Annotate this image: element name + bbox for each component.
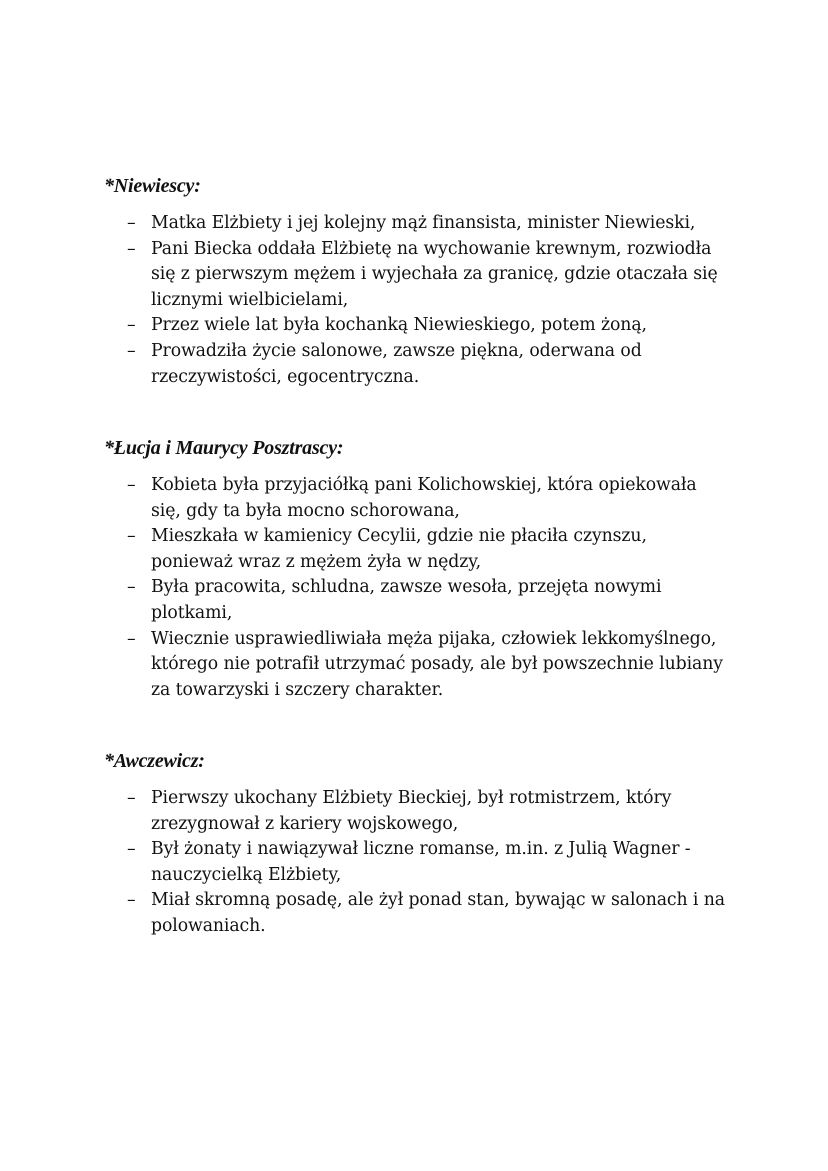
list-item-text: Mieszkała w kamienicy Cecylii, gdzie nie płaciła czynszu, ponieważ wraz z mężem żyła w nędzy, bbox=[151, 526, 647, 572]
dash-bullet-icon: – bbox=[127, 890, 136, 911]
list-item-text: Była pracowita, schludna, zawsze wesoła, przejęta nowymi plotkami, bbox=[151, 577, 662, 623]
section-heading: *Niewiescy: bbox=[104, 175, 201, 197]
section-awczewicz bbox=[104, 748, 744, 940]
list-item bbox=[104, 888, 731, 939]
list-item-text: Miał skromną posadę, ale żył ponad stan, bywając w salonach i na polowaniach. bbox=[151, 890, 725, 936]
list-item-text: Wiecznie usprawiedliwiała męża pijaka, człowiek lekkomyślnego, którego nie potrafił utrzymać posady, ale był powszechnie lubiany za towarzyski i szczery charakter. bbox=[151, 628, 723, 700]
list-item-text: Pani Biecka oddała Elżbietę na wychowanie krewnym, rozwiodła się z pierwszym mężem i wyjechała za granicę, gdzie otaczała się licznymi wielbicielami, bbox=[151, 238, 718, 310]
section-posztrascy bbox=[104, 435, 744, 703]
dash-bullet-icon: – bbox=[127, 577, 136, 598]
list-item bbox=[104, 627, 731, 704]
list-item-text: Matka Elżbiety i jej kolejny mąż finansista, minister Niewieski, bbox=[151, 213, 696, 233]
section-heading: *Awczewicz: bbox=[104, 750, 205, 772]
list-item bbox=[104, 313, 731, 339]
dash-bullet-icon: – bbox=[127, 340, 136, 361]
dash-bullet-icon: – bbox=[127, 238, 136, 259]
list-item bbox=[104, 837, 731, 888]
section-heading: *Łucja i Maurycy Posztrascy: bbox=[104, 437, 344, 459]
list-item bbox=[104, 237, 731, 314]
dash-bullet-icon: – bbox=[127, 526, 136, 547]
list-item-text: Prowadziła życie salonowe, zawsze piękna, oderwana od rzeczywistości, egocentryczna. bbox=[151, 340, 642, 387]
dash-bullet-icon: – bbox=[127, 213, 136, 233]
bullet-list bbox=[104, 473, 744, 703]
section-niewiescy bbox=[104, 173, 744, 390]
list-item bbox=[104, 211, 731, 237]
dash-bullet-icon: – bbox=[127, 628, 136, 649]
list-item bbox=[104, 524, 731, 575]
list-item-text: Kobieta była przyjaciółką pani Kolichowskiej, która opiekowała się, gdy ta była mocno schorowana, bbox=[151, 475, 697, 521]
list-item-text: Pierwszy ukochany Elżbiety Bieckiej, był rotmistrzem, który zrezygnował z kariery wojskowego, bbox=[151, 788, 672, 834]
list-item bbox=[104, 575, 731, 626]
dash-bullet-icon: – bbox=[127, 788, 136, 808]
list-item bbox=[104, 786, 731, 837]
list-item bbox=[104, 473, 731, 524]
list-item-text: Był żonaty i nawiązywał liczne romanse, m.in. z Julią Wagner - nauczycielką Elżbiety, bbox=[151, 839, 691, 885]
list-item bbox=[104, 339, 731, 390]
list-item-text: Przez wiele lat była kochanką Niewieskiego, potem żoną, bbox=[151, 315, 647, 336]
dash-bullet-icon: – bbox=[127, 475, 136, 495]
bullet-list bbox=[104, 211, 744, 390]
dash-bullet-icon: – bbox=[127, 839, 136, 860]
bullet-list bbox=[104, 786, 744, 940]
dash-bullet-icon: – bbox=[127, 315, 136, 336]
